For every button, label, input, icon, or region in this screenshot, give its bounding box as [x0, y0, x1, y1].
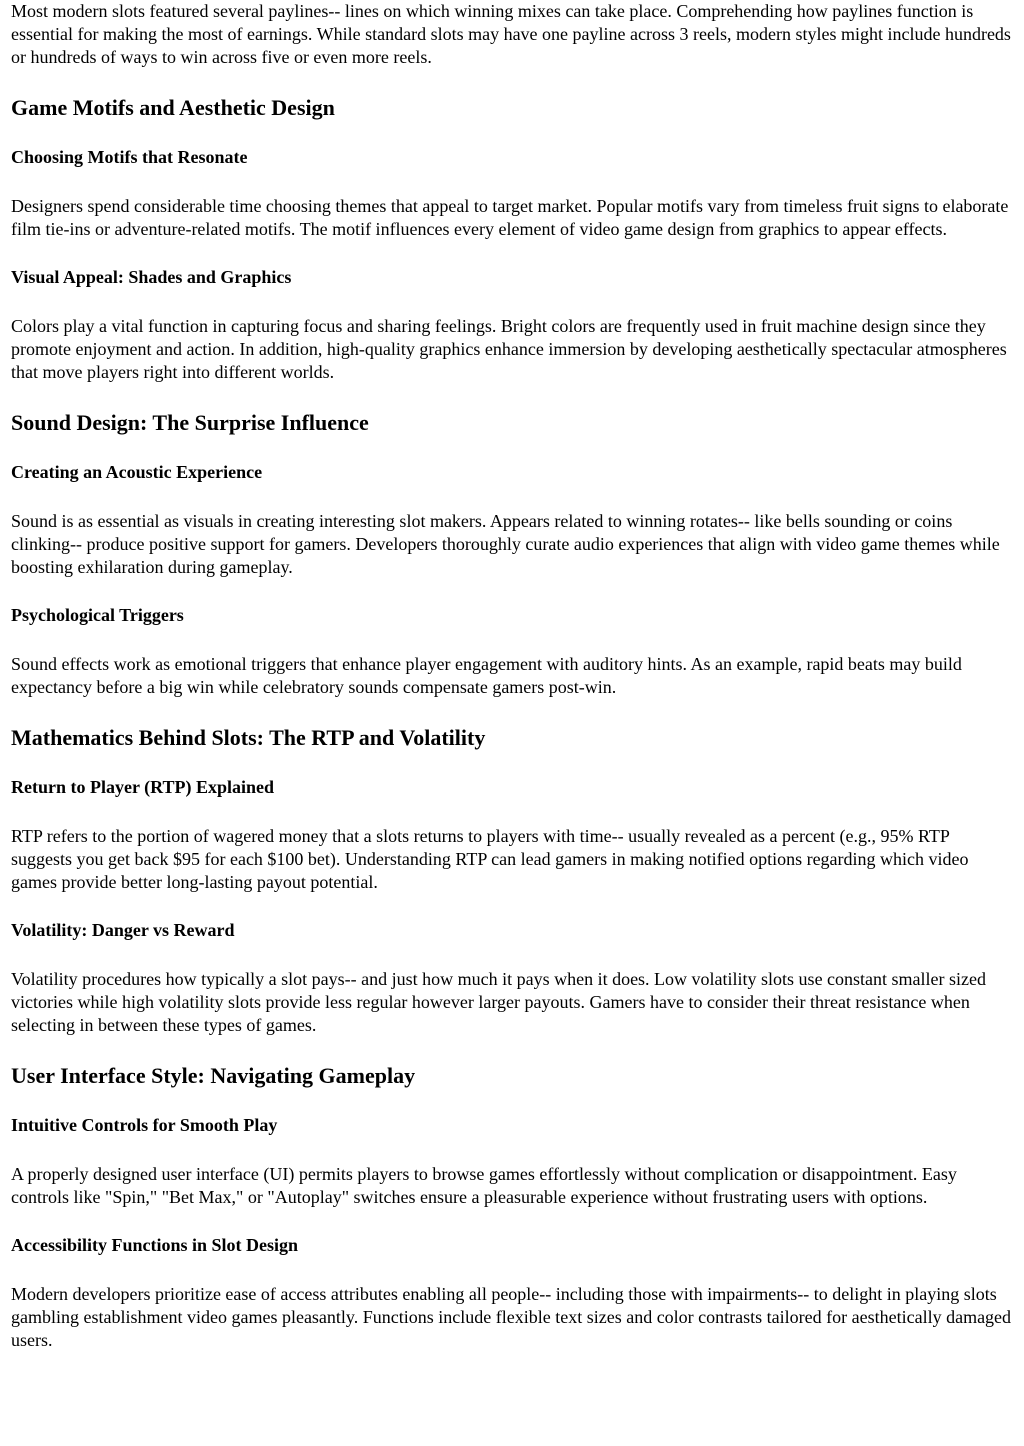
section-heading-user-interface: User Interface Style: Navigating Gameplay: [11, 1063, 416, 1088]
subheading-acoustic-experience: Creating an Acoustic Experience: [11, 462, 263, 482]
subheading-volatility: Volatility: Danger vs Reward: [11, 920, 235, 940]
paragraph-acoustic-experience: Sound is as essential as visuals in creating interesting slot makers. Appears related to winning rotates-- like bells sounding or coins clinking-- produce positive support for gamers. Developers thoroughly curate audio experiences that align with video game themes while boosting exhilaration during gameplay.: [11, 511, 1000, 577]
paragraph-visual-appeal: Colors play a vital function in capturing focus and sharing feelings. Bright colors are frequently used in fruit machine design since they promote enjoyment and action. In addition, high-quality graphics enhance immersion by developing aesthetically spectacular atmospheres that move players right into different worlds.: [11, 316, 1007, 382]
intro-paragraph: Most modern slots featured several paylines-- lines on which winning mixes can take place. Comprehending how paylines function is essential for making the most of earnings. While standard slots may have one payline across 3 reels, modern styles might include hundreds or hundreds of ways to win across five or even more reels.: [11, 1, 1011, 67]
subheading-intuitive-controls: Intuitive Controls for Smooth Play: [11, 1115, 278, 1135]
section-heading-game-motifs: Game Motifs and Aesthetic Design: [11, 95, 335, 120]
section-heading-sound-design: Sound Design: The Surprise Influence: [11, 410, 369, 435]
subheading-rtp: Return to Player (RTP) Explained: [11, 777, 275, 797]
subheading-psychological-triggers: Psychological Triggers: [11, 605, 184, 625]
paragraph-intuitive-controls: A properly designed user interface (UI) permits players to browse games effortlessly without complication or disappointment. Easy controls like "Spin," "Bet Max," or "Autoplay" switches ensure a pleasurable experience without frustrating users with options.: [11, 1164, 957, 1207]
subheading-visual-appeal: Visual Appeal: Shades and Graphics: [11, 267, 292, 287]
paragraph-volatility: Volatility procedures how typically a slot pays-- and just how much it pays when it does. Low volatility slots use constant smaller sized victories while high volatility slots provide less regular however larger payouts. Gamers have to consider their threat resistance when selecting in between these types of games.: [11, 969, 987, 1035]
paragraph-rtp: RTP refers to the portion of wagered money that a slots returns to players with time-- usually revealed as a percent (e.g., 95% RTP suggests you get back $95 for each $100 bet). Understanding RTP can lead gamers in making notified options regarding which video games provide better long-lasting payout potential.: [11, 826, 969, 892]
subheading-choosing-motifs: Choosing Motifs that Resonate: [11, 147, 248, 167]
paragraph-psychological-triggers: Sound effects work as emotional triggers that enhance player engagement with auditory hints. As an example, rapid beats may build expectancy before a big win while celebratory sounds compensate gamers post-win.: [11, 654, 962, 697]
paragraph-accessibility: Modern developers prioritize ease of access attributes enabling all people-- including those with impairments-- to delight in playing slots gambling establishment video games pleasantly. Functions include flexible text sizes and color contrasts tailored for aesthetically damaged users.: [11, 1284, 1012, 1350]
paragraph-choosing-motifs: Designers spend considerable time choosing themes that appeal to target market. Popular motifs vary from timeless fruit signs to elaborate film tie-ins or adventure-related motifs. The motif influences every element of video game design from graphics to appear effects.: [11, 196, 1009, 239]
subheading-accessibility: Accessibility Functions in Slot Design: [11, 1235, 299, 1255]
section-heading-mathematics: Mathematics Behind Slots: The RTP and Volatility: [11, 725, 486, 750]
